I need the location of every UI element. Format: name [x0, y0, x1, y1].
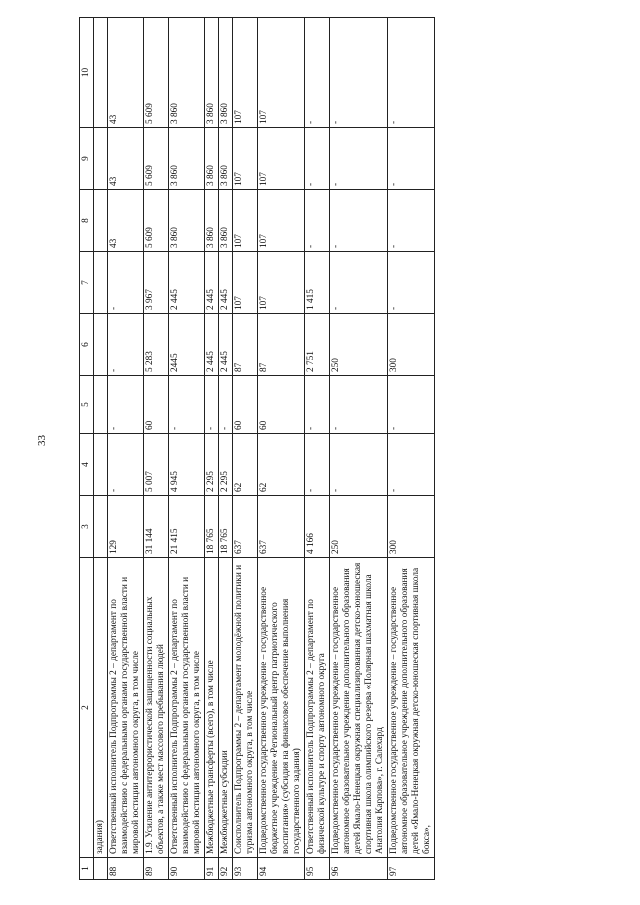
col-3-value: 129	[108, 496, 144, 558]
row-description: Ответственный исполнитель Подпрограммы 2 – департамент по физической культуре и спорту автономного округа	[305, 558, 330, 858]
row-number: 91	[205, 858, 219, 880]
row-number: 97	[388, 858, 435, 880]
col-4-value: -	[330, 434, 388, 496]
row-number: 93	[233, 858, 258, 880]
col-5-value: 60	[144, 376, 169, 434]
row-number: 90	[169, 858, 205, 880]
page-number: 33	[36, 435, 48, 446]
col-8-value: 5 609	[144, 190, 169, 252]
col-6-value: 2 751	[305, 314, 330, 376]
col-3-value: 21 415	[169, 496, 205, 558]
col-9-value: -	[388, 128, 435, 190]
col-8-value: -	[388, 190, 435, 252]
col-5-value: -	[305, 376, 330, 434]
col-9-value: 3 860	[219, 128, 233, 190]
col-8-value: 3 860	[169, 190, 205, 252]
col-8-value: 3 860	[205, 190, 219, 252]
col-7-value: 1 415	[305, 252, 330, 314]
table-row	[219, 18, 233, 880]
col-9-value: 3 860	[169, 128, 205, 190]
col-3-value: 637	[258, 496, 305, 558]
col-9-value: -	[330, 128, 388, 190]
header-cell: 4	[80, 434, 94, 496]
col-4-value: 4 945	[169, 434, 205, 496]
row-description: Межбюджетные трансферты (всего), в том числе	[205, 558, 219, 858]
row-number: 94	[258, 858, 305, 880]
col-6-value: 2 445	[205, 314, 219, 376]
col-10-value: -	[305, 18, 330, 128]
col-10-value: 3 860	[169, 18, 205, 128]
table-row	[330, 18, 388, 880]
col-4-value: 2 295	[205, 434, 219, 496]
col-3-value: 300	[388, 496, 435, 558]
row-description: 1.9. Усиление антитеррористической защищенности социальных объектов, а также мест массового пребывания людей	[144, 558, 169, 858]
col-4-value: 62	[233, 434, 258, 496]
col-10-value: 107	[258, 18, 305, 128]
col-3-value: 18 765	[219, 496, 233, 558]
header-cell: 5	[80, 376, 94, 434]
row-description: Подведомственное государственное учреждение – государственное автономное образовательное учреждение дополнительного образования детей «Ямало-Ненецкая окружная детско-юношеская спортивная школа бокса»,	[388, 558, 435, 858]
col-9-value: 107	[258, 128, 305, 190]
col-6-value: 87	[233, 314, 258, 376]
row-description: Ответственный исполнитель Подпрограммы 2 – департамент по взаимодействию с федеральными органами государственной власти и мировой юстиции автономного округа, в том числе	[108, 558, 144, 858]
col-5-value: -	[388, 376, 435, 434]
col-8-value: 43	[108, 190, 144, 252]
col-5-value: 60	[233, 376, 258, 434]
col-6-value: 2445	[169, 314, 205, 376]
col-9-value: 3 860	[205, 128, 219, 190]
col-10-value: 3 860	[219, 18, 233, 128]
header-cell: 10	[80, 18, 94, 128]
col-7-value: 107	[258, 252, 305, 314]
table-row	[205, 18, 219, 880]
col-8-value: -	[305, 190, 330, 252]
row-number: 89	[144, 858, 169, 880]
col-7-value: -	[388, 252, 435, 314]
header-cell: 1	[80, 858, 94, 880]
col-3-value: 637	[233, 496, 258, 558]
col-7-value: 2 445	[169, 252, 205, 314]
col-5-value: 60	[258, 376, 305, 434]
col-6-value: 2 445	[219, 314, 233, 376]
header-cell: 7	[80, 252, 94, 314]
header-cell: 3	[80, 496, 94, 558]
col-7-value: 3 967	[144, 252, 169, 314]
col-7-value: -	[330, 252, 388, 314]
col-8-value: 107	[233, 190, 258, 252]
header-cell: 9	[80, 128, 94, 190]
col-9-value: -	[305, 128, 330, 190]
col-6-value: 87	[258, 314, 305, 376]
col-8-value: -	[330, 190, 388, 252]
col-5-value: -	[330, 376, 388, 434]
col-4-value: -	[108, 434, 144, 496]
header-cell: 6	[80, 314, 94, 376]
rotated-table-wrapper	[79, 18, 599, 880]
col-10-value: 3 860	[205, 18, 219, 128]
col-3-value: 4 166	[305, 496, 330, 558]
col-5-value: -	[205, 376, 219, 434]
col-8-value: 3 860	[219, 190, 233, 252]
col-9-value: 43	[108, 128, 144, 190]
col-6-value: 250	[330, 314, 388, 376]
row-description: Подведомственное государственное учреждение – государственное бюджетное учреждение «Региональный центр патриотического воспитания» (субсидия на финансовое обеспечение выполнения государственного задания)	[258, 558, 305, 858]
col-4-value: -	[388, 434, 435, 496]
col-4-value: 2 295	[219, 434, 233, 496]
row-number: 92	[219, 858, 233, 880]
col-6-value: 5 283	[144, 314, 169, 376]
table-row	[233, 18, 258, 880]
col-7-value: 2 445	[219, 252, 233, 314]
table-row	[388, 18, 435, 880]
header-row	[80, 18, 94, 880]
row-description: Подведомственное государственное учреждение – государственное автономное образовательное учреждение дополнительного образования детей Ямало-Ненецкая окружная специализированная детско-юношеская спортивная школа олимпийского резерва «Полярная шахматная школа Анатолия Карпова», г. Салехард	[330, 558, 388, 858]
col-10-value: -	[330, 18, 388, 128]
col-7-value: 2 445	[205, 252, 219, 314]
col-10-value: -	[388, 18, 435, 128]
col-6-value: -	[108, 314, 144, 376]
col-10-value: 43	[108, 18, 144, 128]
col-4-value: -	[305, 434, 330, 496]
col-4-value: 62	[258, 434, 305, 496]
col-5-value: -	[219, 376, 233, 434]
row-number: 95	[305, 858, 330, 880]
header-cell: 8	[80, 190, 94, 252]
col-8-value: 107	[258, 190, 305, 252]
col-9-value: 5 609	[144, 128, 169, 190]
col-7-value: -	[108, 252, 144, 314]
col-5-value: -	[108, 376, 144, 434]
row-number: 88	[108, 858, 144, 880]
col-7-value: 107	[233, 252, 258, 314]
row-number: 96	[330, 858, 388, 880]
table-row	[305, 18, 330, 880]
col-3-value: 250	[330, 496, 388, 558]
col-3-value: 18 765	[205, 496, 219, 558]
col-9-value: 107	[233, 128, 258, 190]
col-3-value: 31 144	[144, 496, 169, 558]
row-description: Соисполнитель Подпрограммы 2 – департамент молодёжной политики и туризма автономного округа, в том числе	[233, 558, 258, 858]
header-cell: 2	[80, 558, 94, 858]
col-6-value: 300	[388, 314, 435, 376]
budget-table	[79, 17, 435, 880]
row-description: Межбюджетные субсидии	[219, 558, 233, 858]
table-row	[258, 18, 305, 880]
table-row	[144, 18, 169, 880]
continuation-row	[94, 18, 108, 880]
col-5-value: -	[169, 376, 205, 434]
col-4-value: 5 007	[144, 434, 169, 496]
row-description: Ответственный исполнитель Подпрограммы 2 – департамент по взаимодействию с федеральными органами государственной власти и мировой юстиции автономного округа, в том числе	[169, 558, 205, 858]
col-10-value: 5 609	[144, 18, 169, 128]
col-10-value: 107	[233, 18, 258, 128]
table-row	[169, 18, 205, 880]
table-row	[108, 18, 144, 880]
continuation-text: задания)	[94, 558, 108, 858]
